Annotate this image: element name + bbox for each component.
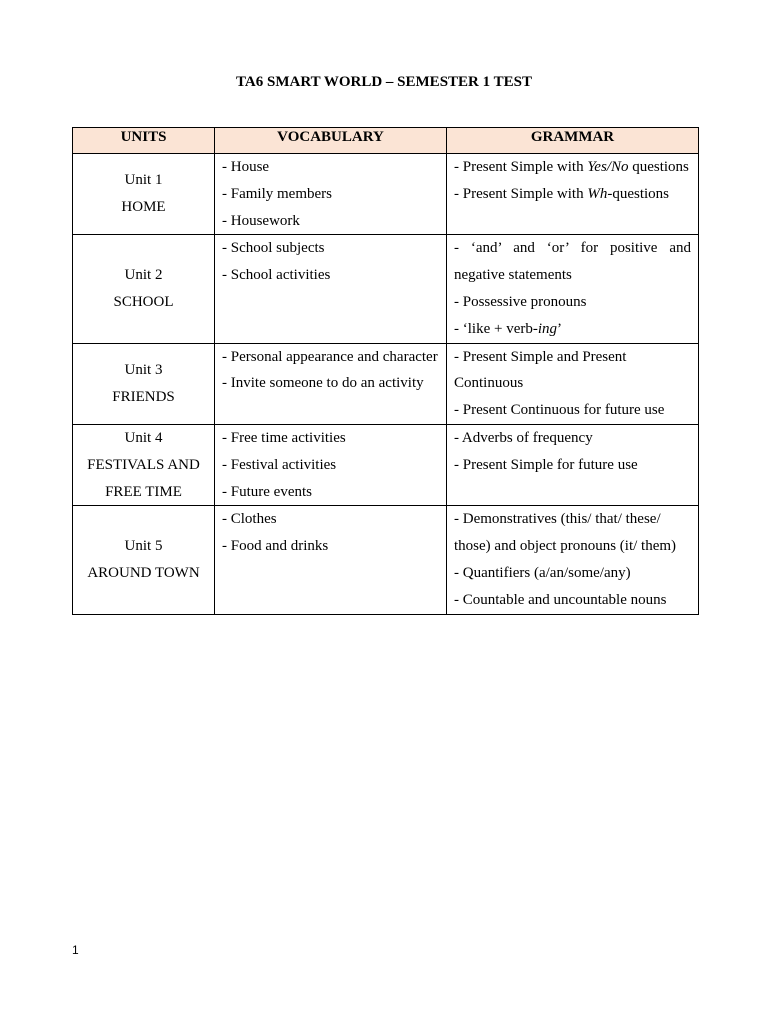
unit-number: Unit 3 bbox=[124, 361, 163, 378]
unit-topic: HOME bbox=[121, 199, 166, 216]
unit-number: Unit 2 bbox=[124, 267, 163, 284]
table-row bbox=[73, 235, 699, 343]
vocabulary-cell bbox=[215, 235, 447, 343]
table-row bbox=[73, 343, 699, 424]
table-row bbox=[73, 154, 699, 235]
syllabus-table bbox=[72, 127, 699, 615]
vocabulary-item: - Future events bbox=[222, 483, 312, 500]
grammar-item: - Present Simple for future use bbox=[454, 456, 638, 473]
grammar-item: - Present Simple with Wh-questions bbox=[454, 185, 669, 202]
grammar-cell bbox=[447, 154, 699, 235]
unit-number: Unit 4 bbox=[124, 429, 163, 446]
grammar-item: - Adverbs of frequency bbox=[454, 429, 593, 446]
unit-cell bbox=[73, 235, 215, 343]
grammar-item: - Countable and uncountable nouns bbox=[454, 591, 667, 608]
unit-number: Unit 5 bbox=[124, 538, 163, 555]
grammar-item: - Present Simple and Present bbox=[454, 348, 627, 365]
vocabulary-item: - Clothes bbox=[222, 511, 277, 528]
grammar-cell bbox=[447, 235, 699, 343]
unit-topic: FREE TIME bbox=[105, 483, 182, 500]
vocabulary-item: - Festival activities bbox=[222, 456, 337, 473]
table-row bbox=[73, 424, 699, 505]
grammar-item: - Present Simple with Yes/No questions bbox=[454, 159, 689, 175]
vocabulary-cell bbox=[215, 424, 447, 505]
unit-topic: AROUND TOWN bbox=[87, 564, 200, 581]
table-header-row bbox=[73, 128, 699, 154]
grammar-item: negative statements bbox=[454, 267, 572, 284]
unit-cell bbox=[73, 506, 215, 614]
unit-cell bbox=[73, 343, 215, 424]
unit-cell bbox=[73, 154, 215, 235]
unit-number: Unit 1 bbox=[124, 172, 163, 189]
page-number: 1 bbox=[72, 943, 79, 957]
grammar-cell bbox=[447, 506, 699, 614]
grammar-cell bbox=[447, 343, 699, 424]
vocabulary-item: - Family members bbox=[222, 185, 332, 202]
grammar-cell bbox=[447, 424, 699, 505]
unit-cell bbox=[73, 424, 215, 505]
unit-topic: FRIENDS bbox=[112, 388, 175, 405]
vocabulary-cell bbox=[215, 154, 447, 235]
grammar-item: - ‘like + verb-ing’ bbox=[454, 320, 563, 337]
vocabulary-item: - School subjects bbox=[222, 240, 325, 257]
vocabulary-item: - School activities bbox=[222, 267, 331, 284]
vocabulary-item: - Free time activities bbox=[222, 429, 346, 446]
page-title: TA6 SMART WORLD – SEMESTER 1 TEST bbox=[236, 74, 532, 90]
header-vocabulary: VOCABULARY bbox=[215, 128, 447, 154]
vocabulary-cell bbox=[215, 506, 447, 614]
unit-topic: SCHOOL bbox=[113, 293, 174, 310]
grammar-item: - Possessive pronouns bbox=[454, 293, 587, 310]
unit-topic: FESTIVALS AND bbox=[87, 456, 200, 473]
grammar-item: Continuous bbox=[454, 375, 524, 392]
vocabulary-item: - Food and drinks bbox=[222, 538, 329, 555]
vocabulary-item: - Personal appearance and character bbox=[222, 348, 438, 365]
grammar-item: - Present Continuous for future use bbox=[454, 402, 665, 419]
grammar-item: those) and object pronouns (it/ them) bbox=[454, 538, 677, 555]
grammar-item: - Quantifiers (a/an/some/any) bbox=[454, 564, 631, 581]
grammar-item: - ‘and’ and ‘or’ for positive and bbox=[454, 240, 691, 257]
grammar-item: - Demonstratives (this/ that/ these/ bbox=[454, 511, 661, 528]
header-grammar: GRAMMAR bbox=[447, 128, 699, 154]
header-units: UNITS bbox=[73, 128, 215, 154]
vocabulary-cell bbox=[215, 343, 447, 424]
vocabulary-item: - Housework bbox=[222, 212, 300, 229]
table-row bbox=[73, 506, 699, 614]
vocabulary-item: - House bbox=[222, 159, 270, 175]
vocabulary-item: - Invite someone to do an activity bbox=[222, 375, 424, 392]
